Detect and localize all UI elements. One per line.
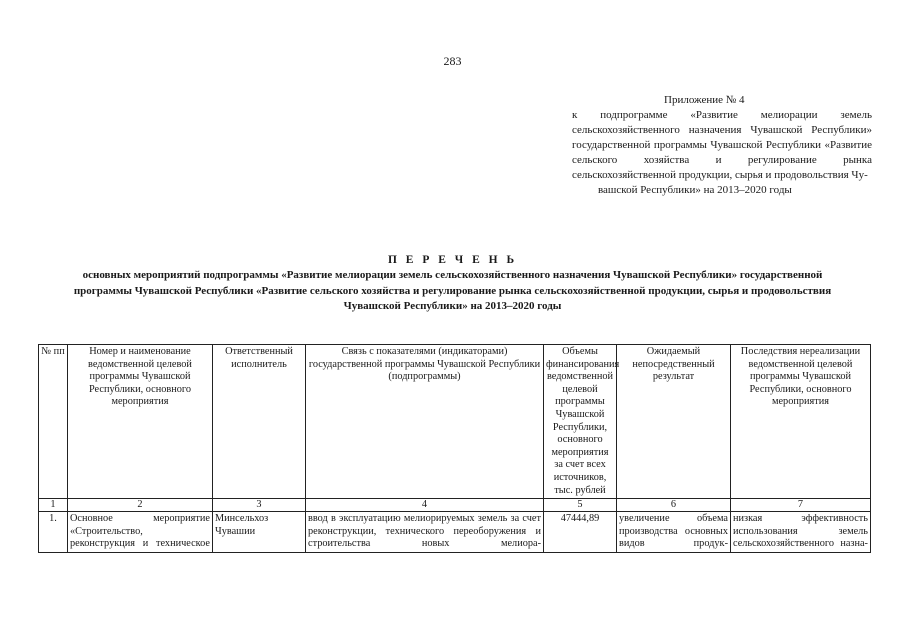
header-cell-expected-result: Ожидаемый непосредственный результат	[617, 345, 731, 499]
column-number-row	[39, 499, 871, 512]
appendix-title: Приложение № 4	[664, 94, 745, 106]
cell-executor: Минсельхоз Чувашии	[213, 512, 306, 553]
column-number: 3	[213, 499, 306, 512]
column-number: 5	[544, 499, 617, 512]
table-row	[39, 512, 871, 553]
cell-funding-volume: 47444,89	[544, 512, 617, 553]
cell-program-name: Основное мероприятие «Строительство, реконструкция и техническое	[68, 512, 213, 553]
header-cell-consequences: Последствия нереализации ведомственной целевой программы Чувашской Республики, основного мероприятия	[731, 345, 871, 499]
column-number: 4	[306, 499, 544, 512]
column-number: 2	[68, 499, 213, 512]
appendix-text: к подпрограмме «Развитие мелиорации земель сельскохозяйственного назначения Чувашской Республики» государственной программы Чувашской Республики «Развитие сельского хозяйства и регулирование рынка сельскохозяйственной продукции, сырья и продовольствия Чу-	[572, 109, 872, 181]
measures-table	[38, 344, 871, 553]
column-number: 7	[731, 499, 871, 512]
cell-indicators-link: ввод в эксплуатацию мелиорируемых земель за счет реконструкции, технического переоборужения и строительства новых мелиора-	[306, 512, 544, 553]
header-cell-funding-volume: Объемы финансирования ведомственной целевой программы Чувашской Республики, основного мероприятия за счет всех источников, тыс. рублей	[544, 345, 617, 499]
list-subtitle: основных мероприятий подпрограммы «Развитие мелиорации земель сельскохозяйственного назначения Чувашской Республики» государственной программы Чувашской Республики «Развитие сельского хозяйства и регулирование рынка сельскохозяйственной продукции, сырья и продовольствия Чувашской Республики» на 2013–2020 годы	[73, 269, 832, 312]
page-number: 283	[443, 54, 462, 68]
cell-number: 1.	[39, 512, 68, 553]
cell-expected-result: увеличение объема производства основных видов продук-	[617, 512, 731, 553]
table-header-row	[39, 345, 871, 499]
header-cell-program-name: Номер и наименование ведомственной целевой программы Чувашской Республики, основного мероприятия	[68, 345, 213, 499]
cell-consequences: низкая эффективность использования земель сельскохозяйственного назна-	[731, 512, 871, 553]
column-number: 1	[39, 499, 68, 512]
appendix-last-line: вашской Республики» на 2013–2020 годы	[598, 184, 792, 196]
header-cell-number: № пп	[39, 345, 68, 499]
appendix-block	[572, 93, 872, 198]
header-cell-indicators-link: Связь с показателями (индикаторами) государственной программы Чувашской Республики (подпрограммы)	[306, 345, 544, 499]
header-cell-executor: Ответственный исполнитель	[213, 345, 306, 499]
list-title: П Е Р Е Ч Е Н Ь	[387, 254, 518, 266]
column-number: 6	[617, 499, 731, 512]
